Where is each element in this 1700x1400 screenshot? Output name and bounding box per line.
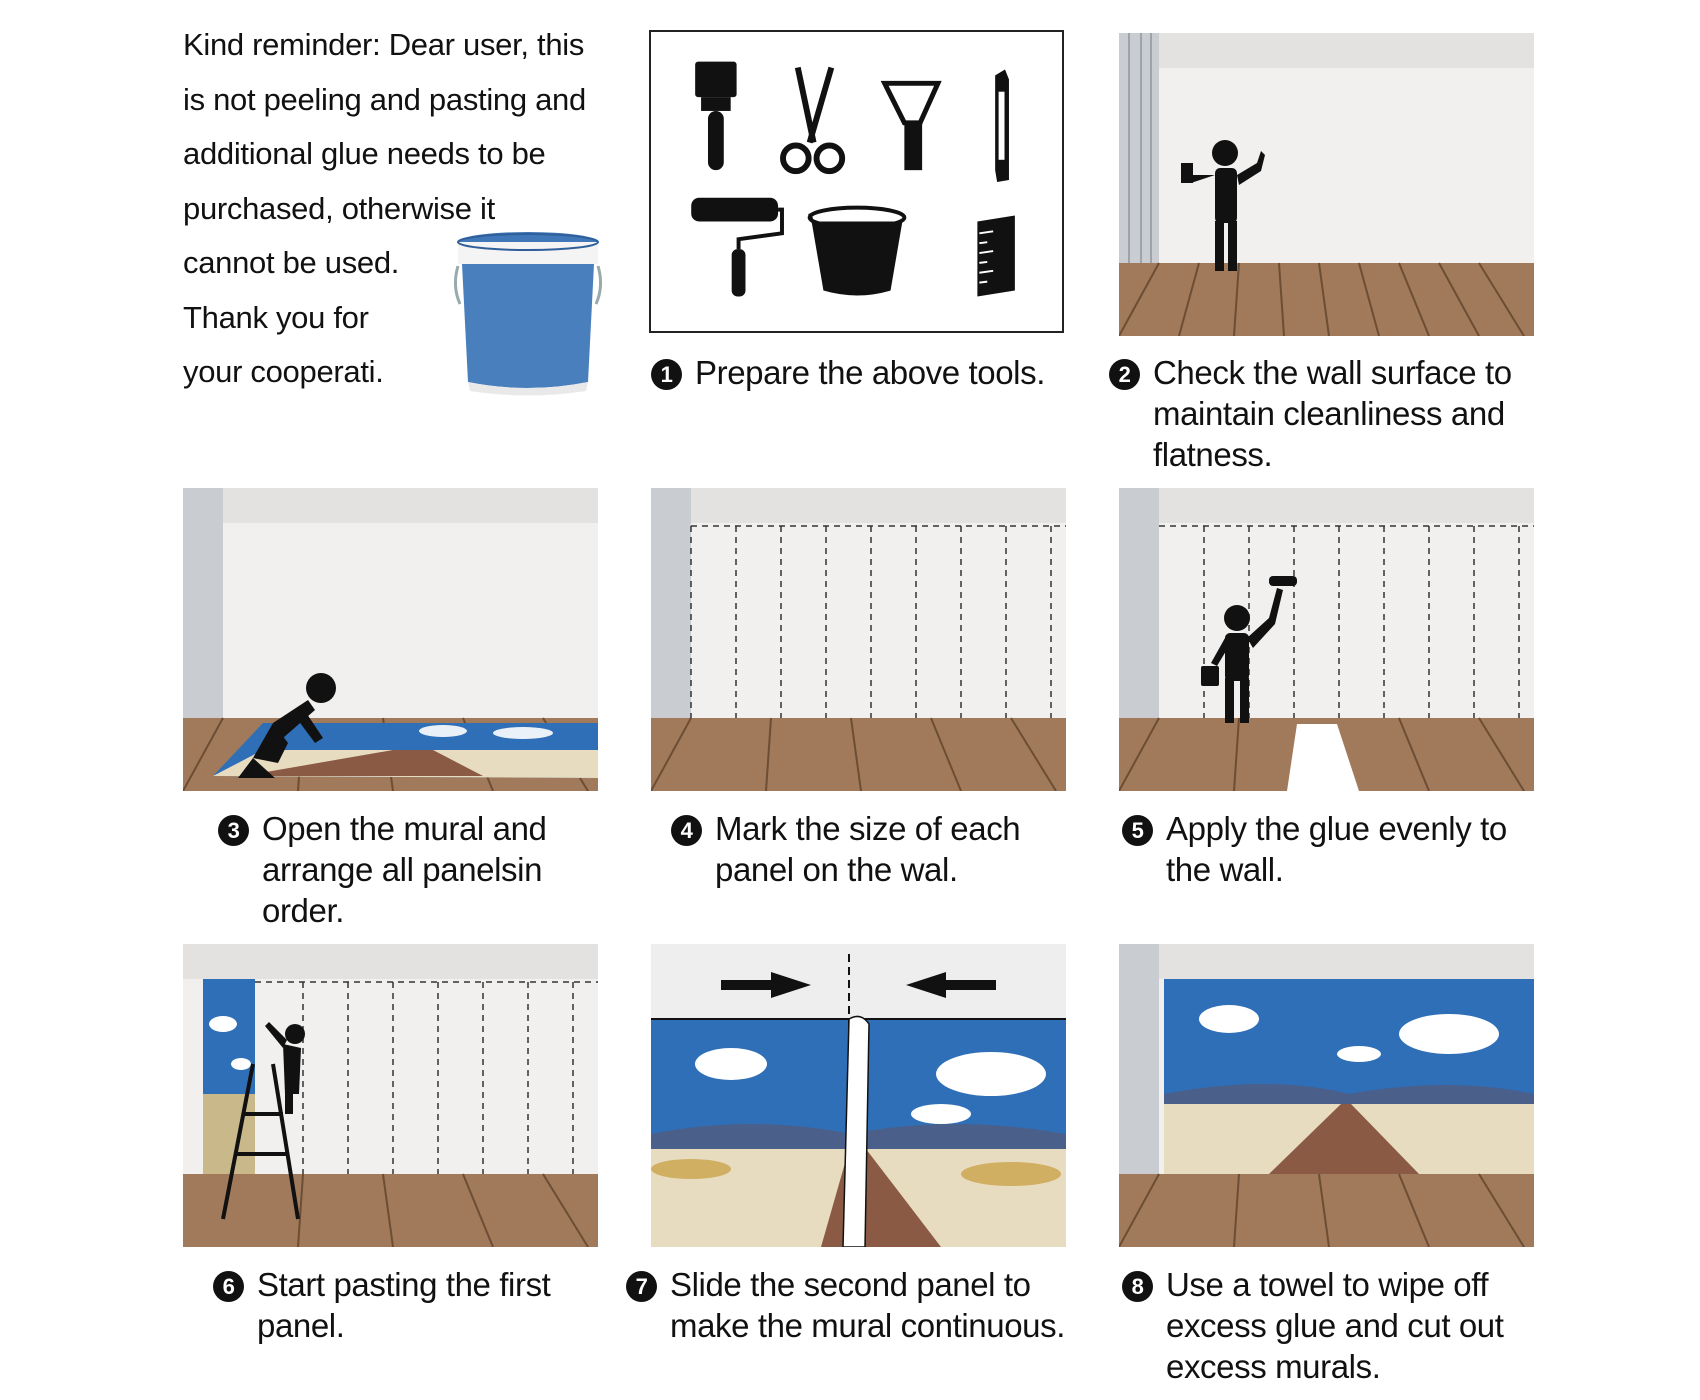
step-8-image (1119, 944, 1534, 1247)
step-3-image (183, 488, 598, 791)
caption-line: Start pasting the first (257, 1266, 551, 1303)
step-6-caption (213, 1264, 550, 1346)
step-3-caption (218, 808, 546, 931)
step-number-badge: 3 (218, 815, 249, 846)
reminder-line: cannot be used. (183, 245, 400, 280)
step-5-caption (1122, 808, 1507, 890)
ruler-icon (977, 216, 1014, 297)
step-7-image (651, 944, 1066, 1247)
caption-line: arrange all panelsin (262, 851, 543, 888)
step-4-caption (671, 808, 1020, 890)
reminder-line: Thank you for (183, 299, 369, 335)
step-8-caption (1122, 1264, 1504, 1387)
step-2-caption (1109, 352, 1512, 475)
glue-bucket-icon (448, 226, 608, 396)
step-number-badge: 4 (671, 815, 702, 846)
caption-line: Apply the glue evenly to (1166, 810, 1507, 847)
caption-line: Check the wall surface to (1153, 354, 1512, 391)
step-2-image (1119, 33, 1534, 336)
reminder-line: Kind reminder: Dear user, this (183, 27, 585, 62)
tools-illustration (649, 30, 1064, 333)
step-7-caption (626, 1264, 1065, 1346)
step-6-image (183, 944, 598, 1247)
caption-line: Slide the second panel to (670, 1266, 1031, 1303)
step-number-badge: 5 (1122, 815, 1153, 846)
step-5-image (1119, 488, 1534, 791)
step-number-badge: 6 (213, 1271, 244, 1302)
reminder-line: is not peeling and pasting and (183, 81, 586, 117)
caption-line: excess glue and cut out (1166, 1307, 1504, 1344)
step-number-badge: 2 (1109, 359, 1140, 390)
caption-line: Prepare the above tools. (695, 354, 1045, 391)
caption-line: panel. (257, 1307, 345, 1344)
step-1-caption (651, 352, 1045, 393)
scissors-icon (783, 68, 842, 172)
reminder-line: additional glue needs to be (183, 136, 546, 171)
utility-knife-icon (995, 69, 1009, 181)
step-number-badge: 8 (1122, 1271, 1153, 1302)
caption-line: make the mural continuous. (670, 1307, 1065, 1344)
step-4-image (651, 488, 1066, 791)
paint-roller-icon (691, 198, 782, 297)
caption-line: order. (262, 892, 344, 929)
step-number-badge: 1 (651, 359, 682, 390)
caption-line: panel on the wal. (715, 851, 958, 888)
step-number-badge: 7 (626, 1271, 657, 1302)
reminder-line: your cooperati. (183, 354, 384, 389)
scraper-icon (885, 83, 938, 170)
caption-line: excess murals. (1166, 1348, 1381, 1385)
caption-line: flatness. (1153, 436, 1273, 473)
reminder-line: purchased, otherwise it (183, 190, 495, 226)
caption-line: Use a towel to wipe off (1166, 1266, 1489, 1303)
bucket-icon (810, 208, 905, 296)
caption-line: Mark the size of each (715, 810, 1021, 847)
paint-brush-icon (695, 62, 736, 171)
caption-line: maintain cleanliness and (1153, 395, 1505, 432)
caption-line: Open the mural and (262, 810, 547, 847)
caption-line: the wall. (1166, 851, 1284, 888)
